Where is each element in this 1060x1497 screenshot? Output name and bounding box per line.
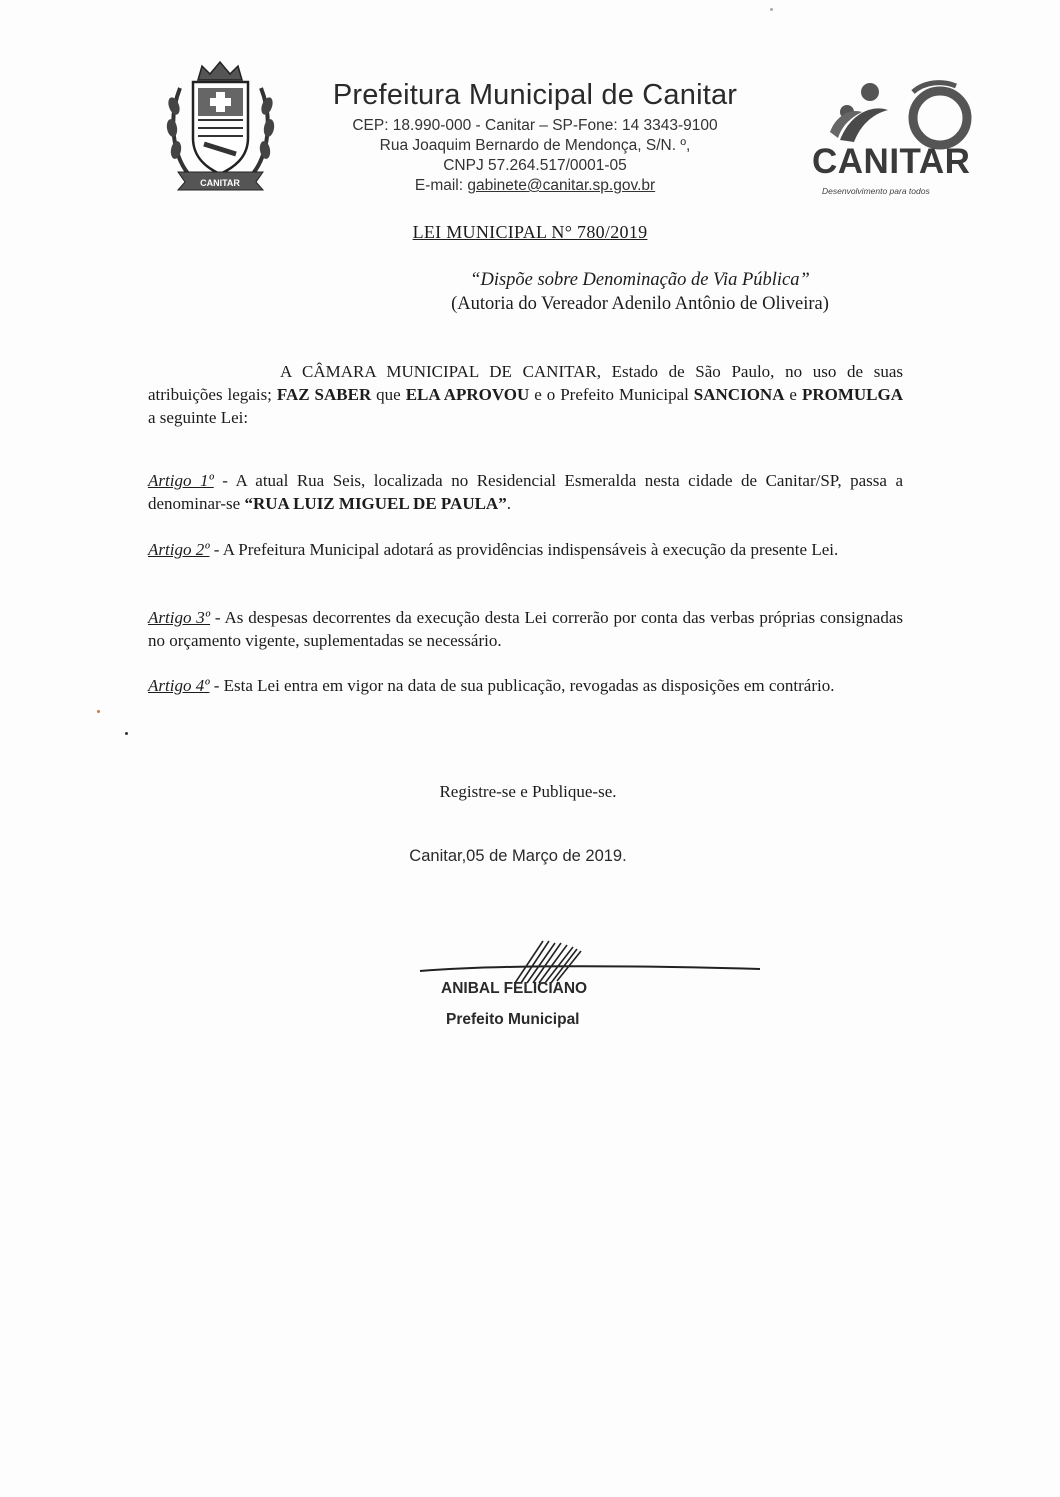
article-label: Artigo 1º	[148, 471, 214, 490]
contact-address: Rua Joaquim Bernardo de Mendonça, S/N. º,	[379, 137, 691, 154]
article-4: Artigo 4º - Esta Lei entra em vigor na data de sua publicação, revogadas as disposições em contrário.	[148, 676, 835, 695]
org-name: Prefeitura Municipal de Canitar	[332, 79, 738, 111]
chamber-name: A CÂMARA MUNICIPAL DE CANITAR	[280, 362, 597, 381]
scan-speck	[97, 710, 100, 713]
article-1: Artigo 1º - A atual Rua Seis, localizada no Residencial Esmeralda nesta cidade de Canitar/SP, passa a denominar-se “RUA LUIZ MIGUEL DE PAULA”.	[148, 471, 903, 513]
article-label: Artigo 2º	[148, 540, 210, 559]
scan-speck	[770, 8, 773, 11]
contact-email-line	[290, 176, 780, 196]
email-label: E-mail:	[414, 177, 468, 194]
article-2: Artigo 2º - A Prefeitura Municipal adotará as providências indispensáveis à execução da presente Lei.	[148, 540, 839, 559]
municipal-crest-icon	[158, 58, 283, 193]
email-link[interactable]: gabinete@canitar.sp.gov.br	[467, 177, 656, 194]
logo-tagline: Desenvolvimento para todos	[822, 186, 930, 196]
contact-cnpj: CNPJ 57.264.517/0001-05	[443, 157, 627, 174]
article-label: Artigo 4º	[148, 676, 210, 695]
register-publish-line: Registre-se e Publique-se.	[439, 782, 617, 801]
law-subject: “Dispõe sobre Denominação de Via Pública”	[470, 270, 810, 290]
crest-ribbon-text: CANITAR	[200, 178, 240, 188]
date-line: Canitar,05 de Março de 2019.	[409, 847, 627, 865]
intro-paragraph: A CÂMARA MUNICIPAL DE CANITAR, Estado de São Paulo, no uso de suas atribuições legais; FAZ SABER que ELA APROVOU e o Prefeito Municipal SANCIONA e PROMULGA a seguinte Lei:	[148, 362, 903, 427]
letterhead	[290, 78, 780, 196]
logo-wordmark: CANITAR	[812, 142, 971, 181]
law-title: LEI MUNICIPAL N° 780/2019	[412, 222, 648, 242]
article-3: Artigo 3º - As despesas decorrentes da execução desta Lei correrão por conta das verbas próprias consignadas no orçamento vigente, suplementadas se necessário.	[148, 608, 904, 650]
article-label: Artigo 3º	[148, 608, 211, 627]
signatory-role: Prefeito Municipal	[446, 1011, 580, 1028]
canitar-logo-icon	[810, 72, 980, 202]
street-name: “RUA LUIZ MIGUEL DE PAULA”	[244, 494, 507, 513]
contact-cep: CEP: 18.990-000 - Canitar – SP-Fone: 14 3343-9100	[352, 117, 718, 134]
law-authorship: (Autoria do Vereador Adenilo Antônio de Oliveira)	[451, 294, 829, 314]
scan-speck	[125, 732, 128, 735]
signatory-name: ANIBAL FELICIANO	[441, 980, 588, 997]
law-subtitle	[380, 268, 900, 316]
